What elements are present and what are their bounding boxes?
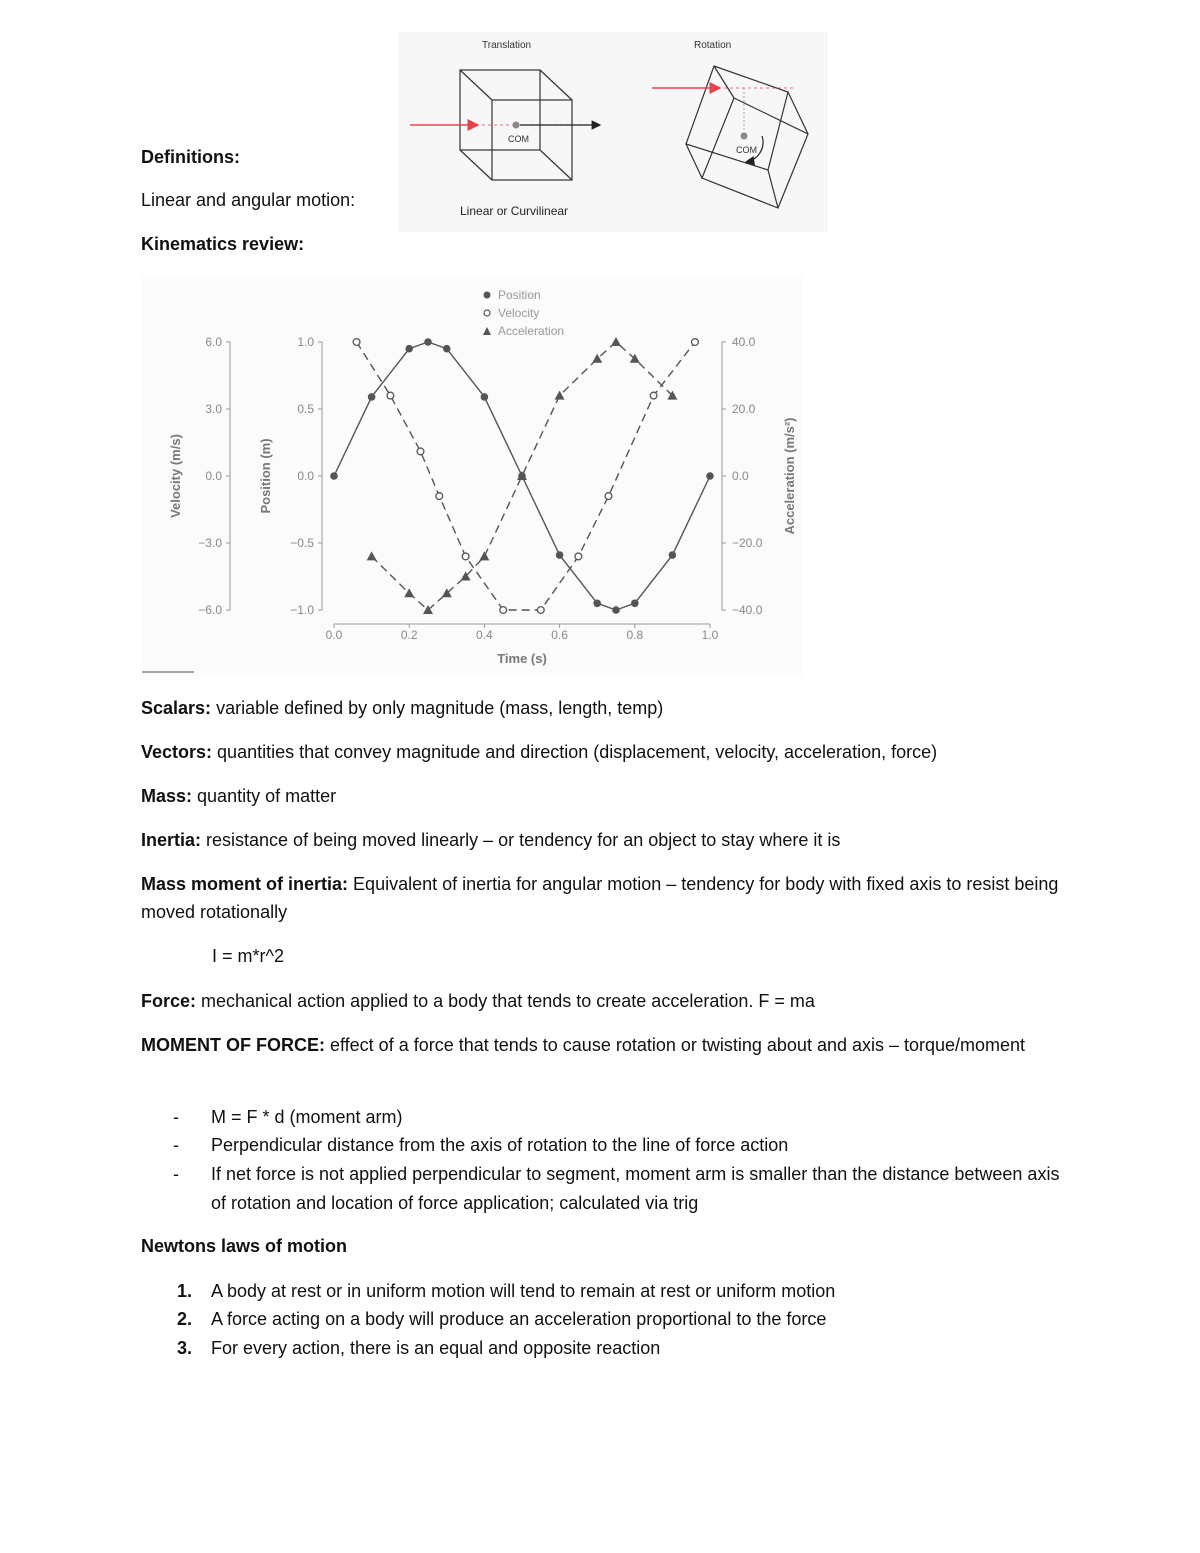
inertia-term: Inertia: xyxy=(141,830,202,850)
position-point xyxy=(593,600,601,608)
position-point xyxy=(405,345,413,353)
position-point xyxy=(669,551,677,559)
vectors-text: quantities that convey magnitude and direction (displacement, velocity, acceleration, force) xyxy=(212,742,938,762)
bullet-text: If net force is not applied perpendicular to segment, moment arm is smaller than the distance between axis of rotation and location of force application; calculated via trig xyxy=(211,1164,1060,1213)
legend-velocity: Velocity xyxy=(498,306,540,320)
translation-rotation-diagram xyxy=(398,32,828,232)
velocity-point xyxy=(417,448,424,455)
velocity-point xyxy=(575,553,582,560)
acceleration-tick-label: 0.0 xyxy=(732,469,749,483)
position-point xyxy=(706,472,714,480)
position-point xyxy=(481,393,489,401)
com-dot-rotation xyxy=(741,133,748,140)
mmi-term: Mass moment of inertia: xyxy=(141,874,349,894)
position-point xyxy=(368,393,376,401)
law-text: A force acting on a body will produce an acceleration proportional to the force xyxy=(211,1309,827,1329)
scalars-term: Scalars: xyxy=(141,698,212,718)
mmi-text: Equivalent of inertia for angular motion – tendency for body with fixed axis to resist being moved rotationally xyxy=(141,874,1059,922)
position-point xyxy=(556,551,564,559)
position-tick-label: 1.0 xyxy=(297,335,314,349)
position-point xyxy=(612,606,620,614)
rotation-label: Rotation xyxy=(694,40,732,51)
com-label-rotation: COM xyxy=(736,145,757,155)
moment-text: effect of a force that tends to cause rotation or twisting about and axis – torque/moment xyxy=(324,1035,1026,1055)
acceleration-tick-label: −20.0 xyxy=(732,536,763,550)
velocity-axis-title: Velocity (m/s) xyxy=(168,434,183,518)
kinematics-heading: Kinematics review: xyxy=(141,234,305,254)
position-tick-label: 0.0 xyxy=(297,469,314,483)
velocity-tick-label: −6.0 xyxy=(198,603,222,617)
velocity-point xyxy=(650,392,657,399)
velocity-point xyxy=(387,392,394,399)
linear-angular-heading: Linear and angular motion: xyxy=(141,190,356,210)
position-point xyxy=(330,472,338,480)
inertia-text: resistance of being moved linearly – or tendency for an object to stay where it is xyxy=(201,830,841,850)
x-tick-label: 0.0 xyxy=(325,628,343,642)
moment-of-force-definition xyxy=(141,1031,1061,1059)
inertia-definition xyxy=(141,826,1061,854)
velocity-tick-label: 6.0 xyxy=(205,335,222,349)
newton-heading: Newtons laws of motion xyxy=(141,1236,348,1256)
position-tick-label: 0.5 xyxy=(297,402,314,416)
velocity-point xyxy=(537,607,544,614)
position-tick-label: −1.0 xyxy=(290,603,314,617)
position-point xyxy=(443,345,451,353)
force-term: Force: xyxy=(141,991,197,1011)
x-tick-label: 0.2 xyxy=(400,628,418,642)
velocity-point xyxy=(605,493,612,500)
law-number: 1. xyxy=(177,1281,193,1301)
law-text: A body at rest or in uniform motion will tend to remain at rest or uniform motion xyxy=(211,1281,836,1301)
inertia-formula: I = m*r^2 xyxy=(212,946,284,966)
bullet-text: M = F * d (moment arm) xyxy=(211,1107,403,1127)
kinematics-chart xyxy=(142,276,802,676)
vectors-definition xyxy=(141,738,1061,766)
translation-label: Translation xyxy=(482,40,532,51)
mass-definition xyxy=(141,782,1061,810)
force-definition xyxy=(141,987,1061,1015)
position-point xyxy=(631,600,639,608)
position-point xyxy=(424,338,432,346)
velocity-point xyxy=(500,607,507,614)
mass-term: Mass: xyxy=(141,786,193,806)
bullet-marker: - xyxy=(173,1107,179,1127)
law-number: 2. xyxy=(177,1309,193,1329)
scalars-text: variable defined by only magnitude (mass, length, temp) xyxy=(211,698,664,718)
vectors-term: Vectors: xyxy=(141,742,213,762)
scalars-definition xyxy=(141,694,1061,722)
law-text: For every action, there is an equal and opposite reaction xyxy=(211,1338,661,1358)
mass-text: quantity of matter xyxy=(192,786,337,806)
x-tick-label: 0.4 xyxy=(476,628,493,642)
moment-term: MOMENT OF FORCE: xyxy=(141,1035,325,1055)
x-tick-label: 0.8 xyxy=(626,628,644,642)
legend-acceleration: Acceleration xyxy=(498,324,565,338)
velocity-point xyxy=(692,339,699,346)
velocity-point xyxy=(462,553,469,560)
legend-marker-position xyxy=(484,292,491,299)
velocity-tick-label: −3.0 xyxy=(198,536,222,550)
mass-moment-of-inertia-definition xyxy=(141,870,1061,926)
acceleration-tick-label: −40.0 xyxy=(732,603,763,617)
x-tick-label: 1.0 xyxy=(701,628,719,642)
velocity-point xyxy=(353,339,360,346)
position-tick-label: −0.5 xyxy=(290,536,314,550)
acceleration-tick-label: 20.0 xyxy=(732,402,756,416)
position-axis-title: Position (m) xyxy=(258,438,273,514)
velocity-tick-label: 0.0 xyxy=(205,469,222,483)
diagram-caption: Linear or Curvilinear xyxy=(460,204,569,218)
velocity-point xyxy=(436,493,443,500)
com-label: COM xyxy=(508,134,529,144)
definitions-heading: Definitions: xyxy=(141,147,240,167)
x-axis-title: Time (s) xyxy=(497,651,547,666)
x-tick-label: 0.6 xyxy=(551,628,568,642)
velocity-tick-label: 3.0 xyxy=(205,402,222,416)
bullet-marker: - xyxy=(173,1164,179,1184)
acceleration-axis-title: Acceleration (m/s²) xyxy=(782,417,797,535)
com-dot xyxy=(513,122,520,129)
law-number: 3. xyxy=(177,1338,193,1358)
legend-position: Position xyxy=(498,288,541,302)
bullet-marker: - xyxy=(173,1135,179,1155)
acceleration-tick-label: 40.0 xyxy=(732,335,756,349)
force-text: mechanical action applied to a body that tends to create acceleration. F = ma xyxy=(196,991,815,1011)
bullet-text: Perpendicular distance from the axis of rotation to the line of force action xyxy=(211,1135,789,1155)
